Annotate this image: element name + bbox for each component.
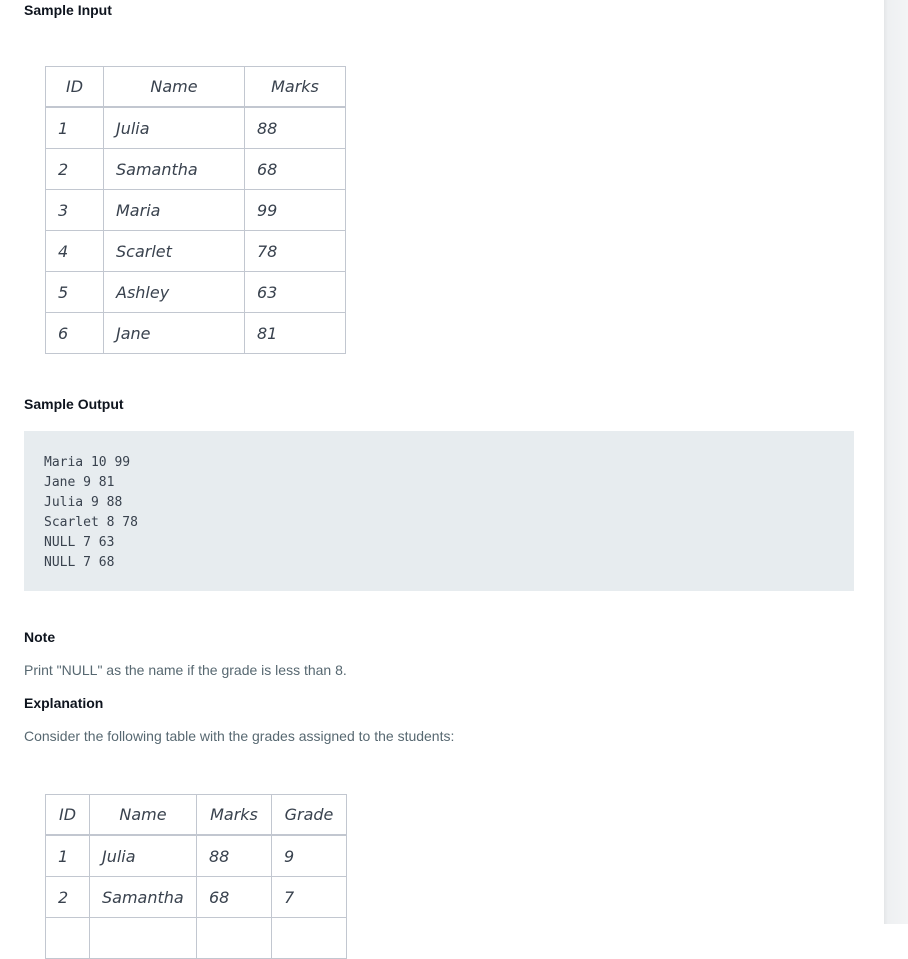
table-header-row (46, 795, 347, 836)
table-row (46, 313, 346, 354)
column-header-id: ID (46, 795, 90, 836)
cell-marks: 78 (245, 231, 346, 272)
explanation-heading: Explanation (24, 695, 104, 711)
code-line: Scarlet 8 78 (44, 515, 138, 530)
table-row (46, 149, 346, 190)
column-header-marks: Marks (197, 795, 272, 836)
code-line: Julia 9 88 (44, 495, 123, 510)
column-header-name: Name (104, 67, 245, 108)
column-header-name: Name (90, 795, 197, 836)
cell-id: 1 (46, 835, 90, 877)
sample-output-heading: Sample Output (24, 396, 124, 412)
cell-marks: 81 (245, 313, 346, 354)
cell-marks: 68 (197, 877, 272, 918)
cell-id: 5 (46, 272, 104, 313)
cell-grade: 9 (272, 835, 347, 877)
cell-name: Jane (104, 313, 245, 354)
column-header-id: ID (46, 67, 104, 108)
grades-table (45, 794, 347, 959)
table-row (46, 877, 347, 918)
cell-id: 1 (46, 107, 104, 149)
code-line: Jane 9 81 (44, 475, 115, 490)
cell-marks: 68 (245, 149, 346, 190)
note-heading: Note (24, 629, 56, 645)
table-row (46, 107, 346, 149)
cell-grade: 7 (272, 877, 347, 918)
page-right-rail (884, 0, 908, 924)
sample-input-heading: Sample Input (24, 2, 112, 18)
cell-name: Scarlet (104, 231, 245, 272)
table-header-row (46, 67, 346, 108)
table-row (46, 272, 346, 313)
code-line: NULL 7 63 (44, 535, 115, 550)
column-header-grade: Grade (272, 795, 347, 836)
cell-id: 2 (46, 149, 104, 190)
cell-name: Julia (104, 107, 245, 149)
table-row (46, 231, 346, 272)
cell-name: Ashley (104, 272, 245, 313)
note-text: Print "NULL" as the name if the grade is less than 8. (24, 662, 347, 678)
code-line: Maria 10 99 (44, 455, 131, 470)
cell-marks: 63 (245, 272, 346, 313)
table-row (46, 190, 346, 231)
cell-marks: 88 (197, 835, 272, 877)
explanation-text: Consider the following table with the grades assigned to the students: (24, 728, 455, 744)
sample-output-code-block (24, 431, 854, 591)
cell-marks: 88 (245, 107, 346, 149)
cell-name: Samantha (104, 149, 245, 190)
cell-id: 6 (46, 313, 104, 354)
code-line: NULL 7 68 (44, 555, 115, 570)
cell-name: Julia (90, 835, 197, 877)
sample-input-table (45, 66, 346, 354)
table-row (46, 835, 347, 877)
column-header-marks: Marks (245, 67, 346, 108)
cell-id: 3 (46, 190, 104, 231)
cell-id: 4 (46, 231, 104, 272)
cell-name: Samantha (90, 877, 197, 918)
cell-id: 2 (46, 877, 90, 918)
cell-marks: 99 (245, 190, 346, 231)
cell-name: Maria (104, 190, 245, 231)
